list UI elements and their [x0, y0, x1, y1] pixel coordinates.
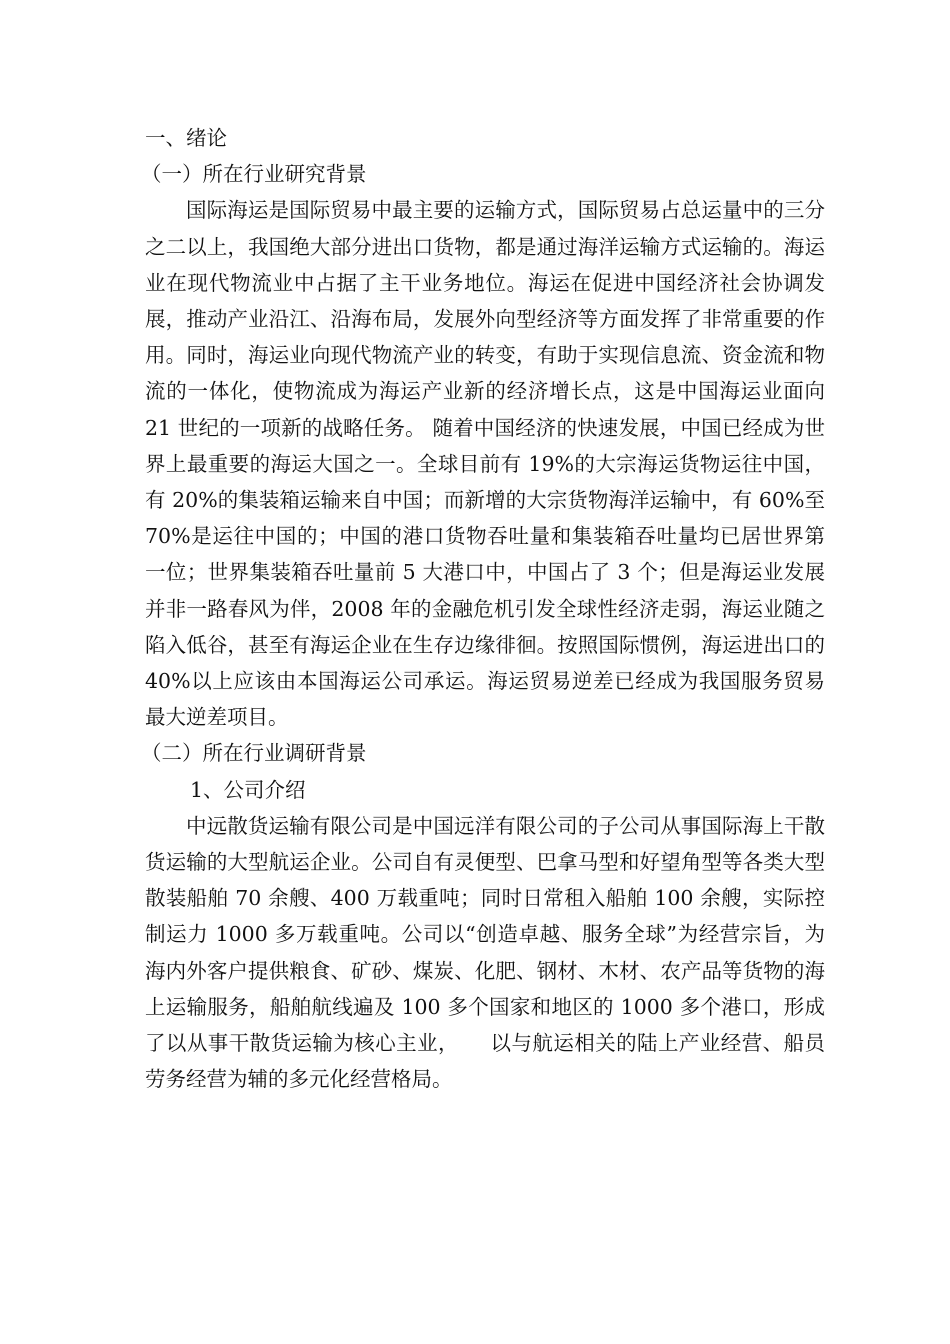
section-1-paragraph: 国际海运是国际贸易中最主要的运输方式，国际贸易占总运量中的三分之二以上，我国绝大部分进出口货物，都是通过海洋运输方式运输的。海运业在现代物流业中占据了主干业务地位。海运在促进中国经济社会协调发展，推动产业沿江、沿海布局，发展外向型经济等方面发挥了非常重要的作用。同时，海运业向现代物流产业的转变，有助于实现信息流、资金流和物流的一体化，使物流成为海运产业新的经济增长点，这是中国海运业面向 21 世纪的一项新的战略任务。 随着中国经济的快速发展，中国已经成为世界上最重要的海运大国之一。全球目前有 19%的大宗海运货物运往中国，有 20%的集装箱运输来自中国；而新增的大宗货物海洋运输中，有 60%至 70%是运往中国的；中国的港口货物吞吐量和集装箱吞吐量均已居世界第一位；世界集装箱吞吐量前 5 大港口中，中国占了 3 个；但是海运业发展并非一路春风为伴，2008 年的金融危机引发全球性经济走弱，海运业随之陷入低谷，甚至有海运企业在生存边缘徘徊。按照国际惯例，海运进出口的 40%以上应该由本国海运公司承运。海运贸易逆差已经成为我国服务贸易最大逆差项目。	[145, 198, 825, 730]
section-2-paragraph: 中远散货运输有限公司是中国远洋有限公司的子公司从事国际海上干散货运输的大型航运企业。公司自有灵便型、巴拿马型和好望角型等各类大型散装船舶 70 余艘、400 万载重吨；同时日常租入船舶 100 余艘，实际控制运力 1000 多万载重吨。公司以“创造卓越、服务全球”为经营宗旨，为海内外客户提供粮食、矿砂、煤炭、化肥、钢材、木材、农产品等货物的海上运输服务，船舶航线遍及 100 多个国家和地区的 1000 多个港口，形成了以从事干散货运输为核心主业， 以与航运相关的陆上产业经营、船员劳务经营为辅的多元化经营格局。	[145, 813, 825, 1092]
chapter-heading: 一、绪论	[145, 126, 227, 150]
section-2-subtitle: 1、公司介绍	[190, 777, 306, 802]
section-1-title: （一）所在行业研究背景	[141, 162, 367, 187]
section-2-title: （二）所在行业调研背景	[141, 741, 367, 766]
document-page	[141, 120, 825, 1097]
